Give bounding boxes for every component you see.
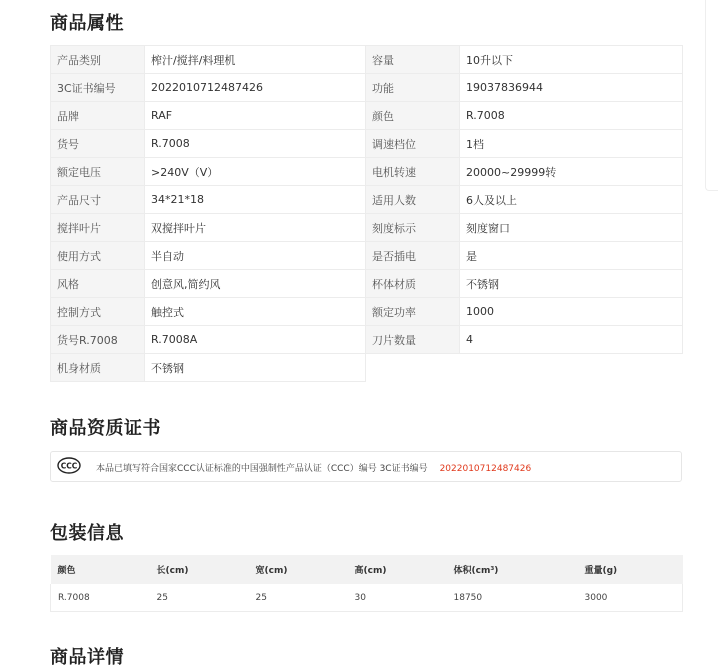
section-title-attributes: 商品属性 <box>50 13 124 34</box>
section-title-packaging: 包装信息 <box>50 523 124 544</box>
attribute-key: 额定功率 <box>366 298 460 326</box>
attribute-value: 34*21*18 <box>145 186 366 214</box>
attribute-key: 适用人数 <box>366 186 460 214</box>
attribute-row <box>51 270 683 298</box>
packaging-table <box>50 555 683 612</box>
attribute-row <box>51 326 683 354</box>
attribute-key: 风格 <box>51 270 145 298</box>
attribute-value: 是 <box>460 242 683 270</box>
empty-cell <box>460 354 683 382</box>
attribute-value: R.7008 <box>145 130 366 158</box>
packaging-cell: R.7008 <box>51 584 150 612</box>
attribute-key: 杯体材质 <box>366 270 460 298</box>
certificate-code: 2022010712487426 <box>439 464 532 474</box>
attributes-table <box>50 45 683 382</box>
packaging-cell: 18750 <box>447 584 578 612</box>
attribute-key: 机身材质 <box>51 354 145 382</box>
attribute-key: 产品类别 <box>51 46 145 74</box>
ccc-logo-icon <box>57 457 81 474</box>
attribute-key: 功能 <box>366 74 460 102</box>
attribute-key: 额定电压 <box>51 158 145 186</box>
attribute-key: 搅拌叶片 <box>51 214 145 242</box>
packaging-header: 重量(g) <box>578 555 683 584</box>
certificate-box <box>50 451 682 482</box>
attribute-key: 产品尺寸 <box>51 186 145 214</box>
attribute-value: 双搅拌叶片 <box>145 214 366 242</box>
attribute-value: 2022010712487426 <box>145 74 366 102</box>
packaging-header: 体积(cm³) <box>447 555 578 584</box>
attribute-value: 不锈钢 <box>460 270 683 298</box>
attribute-row <box>51 354 683 382</box>
attribute-value: 不锈钢 <box>145 354 366 382</box>
attribute-row <box>51 158 683 186</box>
attribute-value: 6人及以上 <box>460 186 683 214</box>
attribute-value: 19037836944 <box>460 74 683 102</box>
attribute-key: 容量 <box>366 46 460 74</box>
attribute-key: 刀片数量 <box>366 326 460 354</box>
attribute-value: 刻度窗口 <box>460 214 683 242</box>
attribute-row <box>51 130 683 158</box>
attribute-row <box>51 46 683 74</box>
packaging-header: 颜色 <box>51 555 150 584</box>
attribute-value: 榨汁/搅拌/料理机 <box>145 46 366 74</box>
attribute-key: 是否插电 <box>366 242 460 270</box>
attribute-value: R.7008 <box>460 102 683 130</box>
attribute-key: 刻度标示 <box>366 214 460 242</box>
attribute-key: 品牌 <box>51 102 145 130</box>
section-title-certificate: 商品资质证书 <box>50 418 161 439</box>
attribute-row <box>51 242 683 270</box>
attribute-value: 10升以下 <box>460 46 683 74</box>
attribute-row <box>51 74 683 102</box>
attribute-value: 20000~29999转 <box>460 158 683 186</box>
attribute-value: 触控式 <box>145 298 366 326</box>
attribute-key: 使用方式 <box>51 242 145 270</box>
svg-text:CCC: CCC <box>60 461 78 471</box>
packaging-cell: 25 <box>150 584 249 612</box>
attribute-value: 半自动 <box>145 242 366 270</box>
attribute-key: 3C证书编号 <box>51 74 145 102</box>
attribute-value: RAF <box>145 102 366 130</box>
section-title-details: 商品详情 <box>50 647 124 668</box>
attribute-row <box>51 102 683 130</box>
side-panel-edge <box>705 0 718 191</box>
certificate-text: 本品已填写符合国家CCC认证标准的中国强制性产品认证（CCC）编号 3C证书编号 2022010712487426 <box>96 464 532 474</box>
empty-cell <box>366 354 460 382</box>
packaging-cell: 3000 <box>578 584 683 612</box>
attribute-value: >240V（V） <box>145 158 366 186</box>
attribute-value: 创意风,简约风 <box>145 270 366 298</box>
attribute-row <box>51 214 683 242</box>
packaging-cell: 30 <box>348 584 447 612</box>
attribute-value: 1000 <box>460 298 683 326</box>
attribute-key: 调速档位 <box>366 130 460 158</box>
attribute-row <box>51 186 683 214</box>
attribute-key: 货号 <box>51 130 145 158</box>
attribute-value: 1档 <box>460 130 683 158</box>
packaging-header: 宽(cm) <box>249 555 348 584</box>
attribute-key: 电机转速 <box>366 158 460 186</box>
attribute-value: R.7008A <box>145 326 366 354</box>
attribute-key: 货号R.7008 <box>51 326 145 354</box>
attribute-key: 颜色 <box>366 102 460 130</box>
packaging-header: 高(cm) <box>348 555 447 584</box>
attribute-key: 控制方式 <box>51 298 145 326</box>
attribute-row <box>51 298 683 326</box>
attribute-value: 4 <box>460 326 683 354</box>
packaging-cell: 25 <box>249 584 348 612</box>
packaging-header: 长(cm) <box>150 555 249 584</box>
packaging-row <box>51 584 683 612</box>
